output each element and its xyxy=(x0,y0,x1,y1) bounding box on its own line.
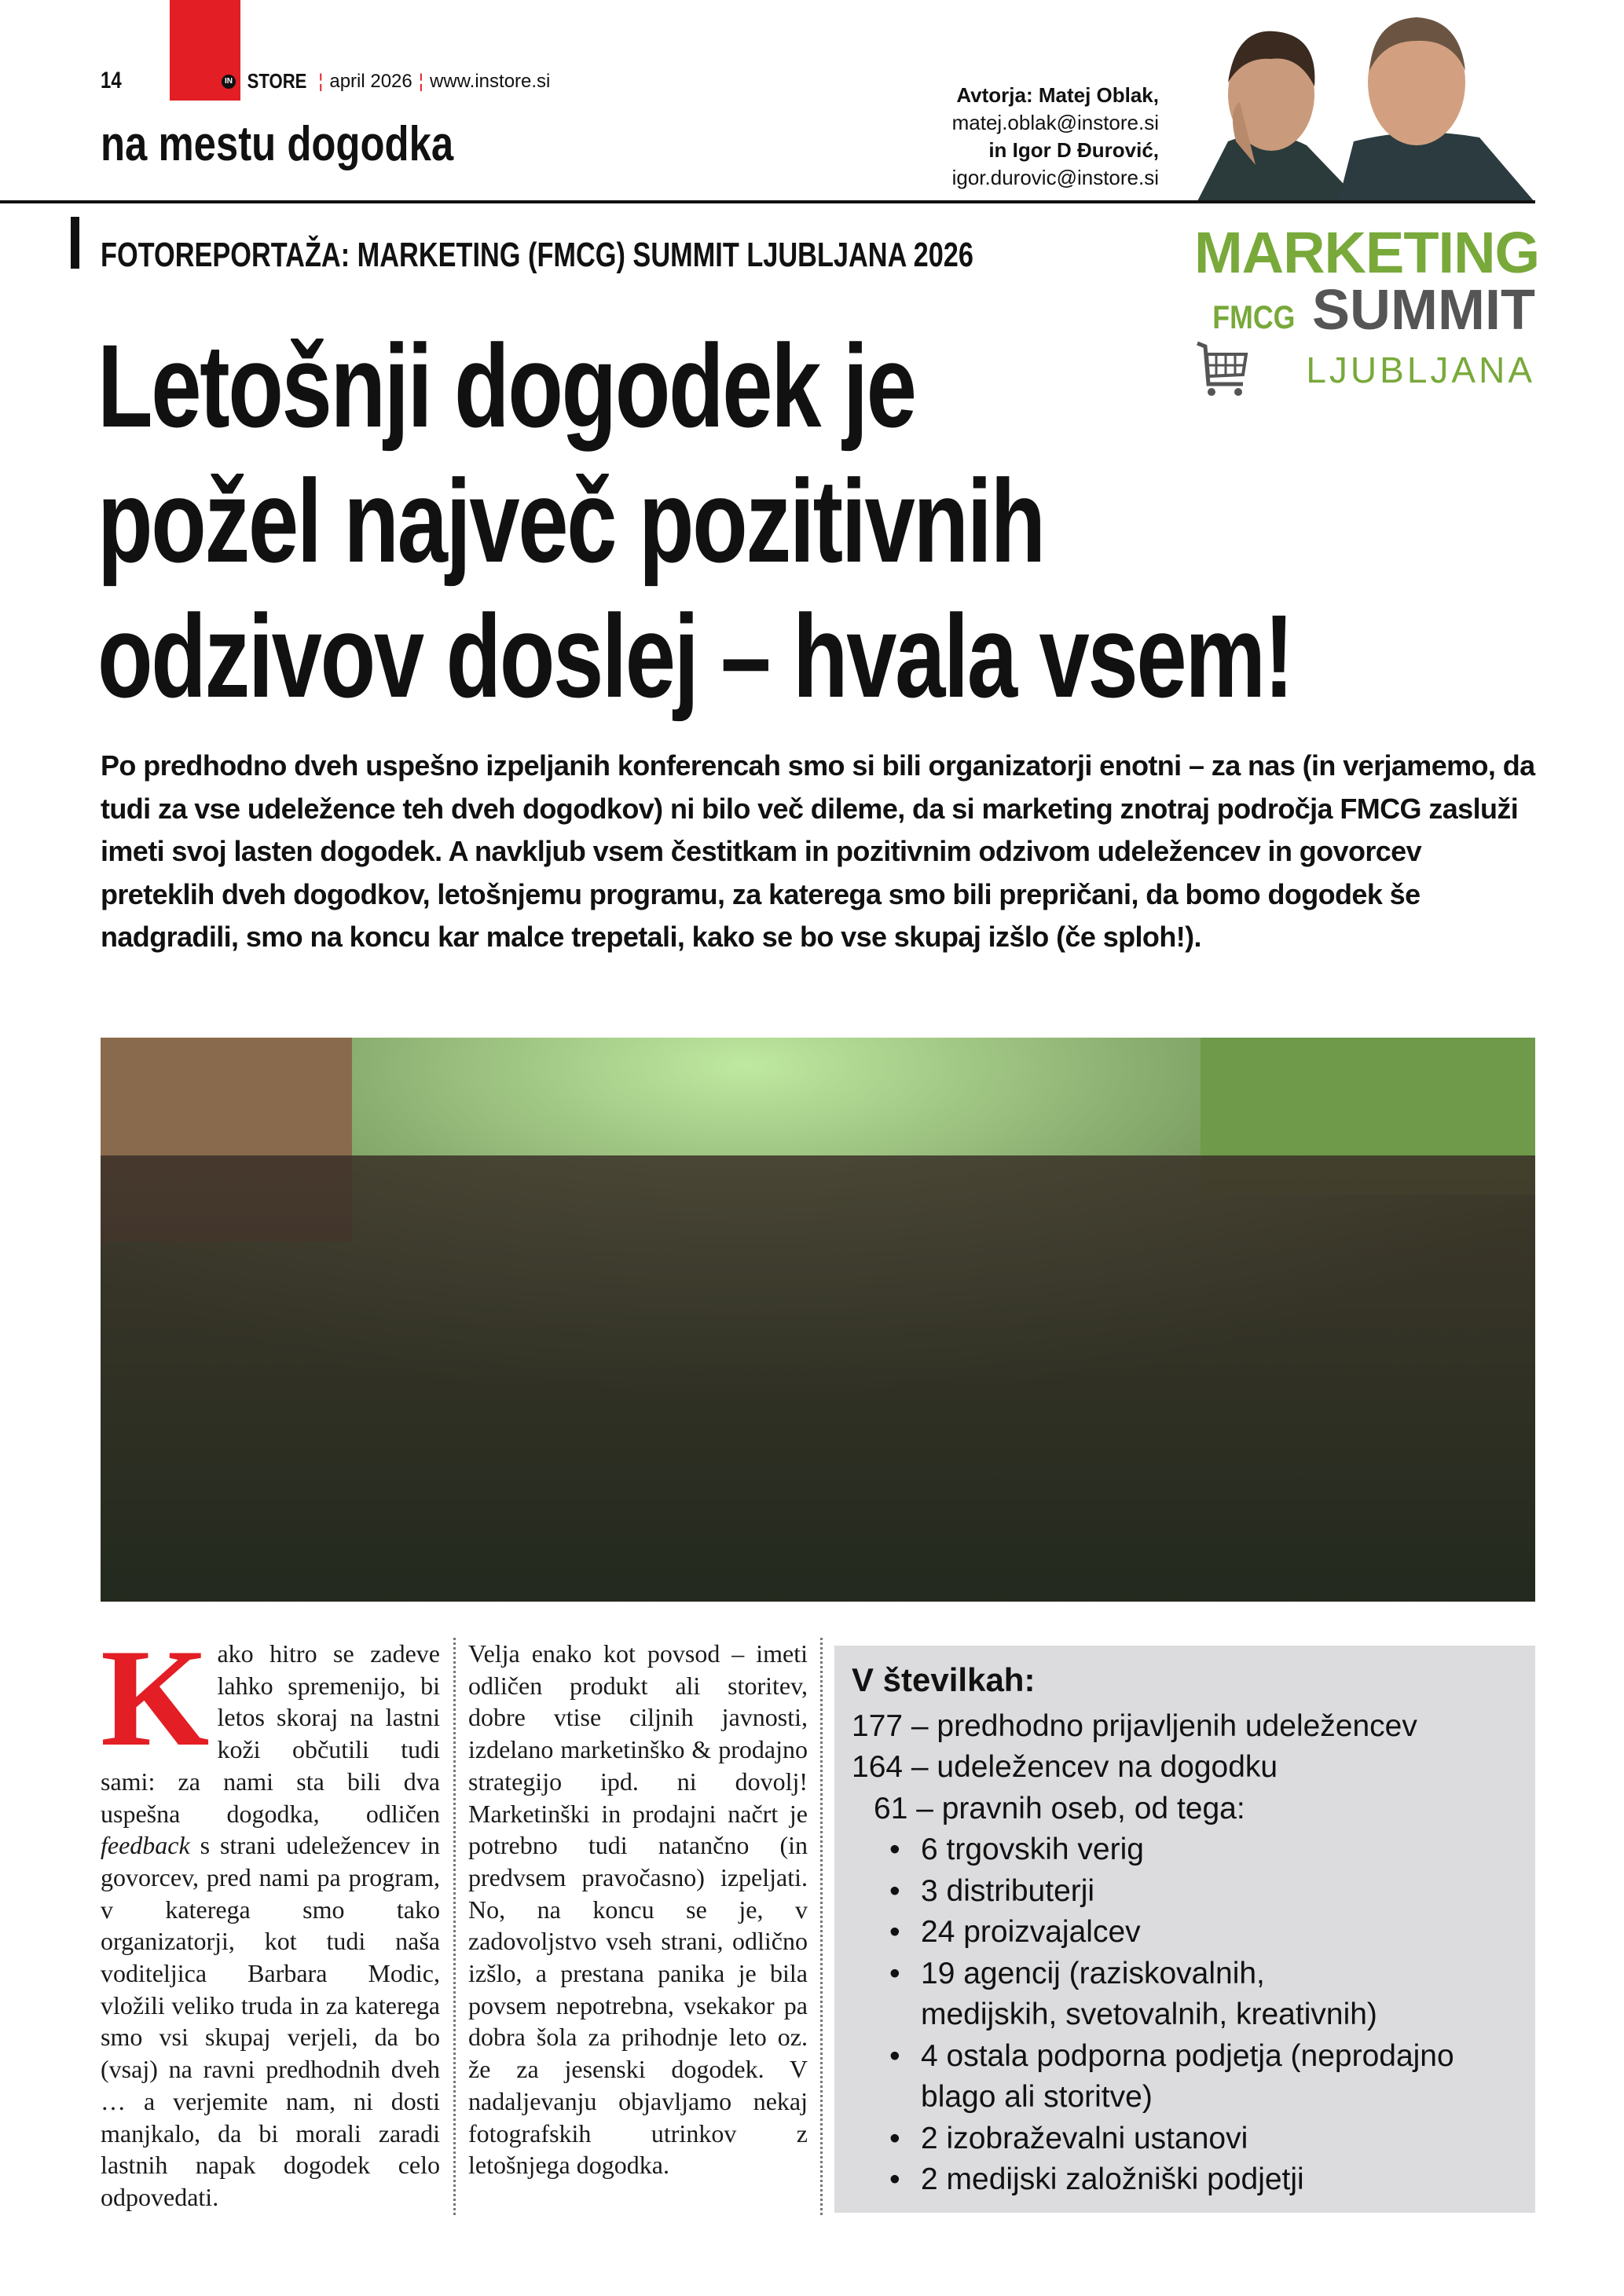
author-1: Avtorja: Matej Oblak, xyxy=(956,83,1159,107)
stats-item: • 2 izobraževalni ustanovi xyxy=(897,2118,1518,2160)
issue-date: april 2026 xyxy=(329,70,412,92)
body-text: s strani udeležencev in govorcev, pred nami pa program, v katerega smo tako organizatorji, kot tudi naša voditeljica Barbara Modic, vložili veliko truda in za katerega smo vsi skupaj verjeli, da bo (vsaj) na ravni predhodnih dveh … a verjemite nam, ni dosti manjkalo, da bi morali zaradi lastnih napak dogodek celo odpovedati. xyxy=(101,1831,440,2211)
drop-cap: K xyxy=(101,1620,210,1775)
logo-marketing: MARKETING xyxy=(1194,220,1540,285)
stats-box xyxy=(834,1646,1535,2213)
stats-item: • 19 agencij (raziskovalnih, medijskih, svetovalnih, kreativnih) xyxy=(897,1954,1400,2036)
logo-city: LJUBLJANA xyxy=(1306,350,1535,390)
website-link[interactable]: www.instore.si xyxy=(430,70,551,92)
author-1-email[interactable]: matej.oblak@instore.si xyxy=(951,111,1159,134)
masthead xyxy=(222,69,550,93)
separator: ¦ xyxy=(318,70,324,92)
separator: ¦ xyxy=(418,70,423,92)
headline-line: Letošnji dogodek je xyxy=(97,320,915,452)
stats-line: 177 – predhodno prijavljenih udeležencev xyxy=(852,1708,1417,1743)
event-audience-photo xyxy=(101,1038,1535,1602)
author-credits xyxy=(952,82,1159,192)
logo-summit: SUMMIT xyxy=(1312,279,1535,342)
author-2: in Igor D Đurović, xyxy=(988,138,1159,162)
author-photos xyxy=(1181,8,1535,203)
stats-item: • 2 medijski založniški podjetji xyxy=(897,2159,1518,2201)
stats-item: • 24 proizvajalcev xyxy=(897,1912,1518,1954)
headline xyxy=(97,318,1549,723)
headline-line: odzivov doslej – hvala vsem! xyxy=(97,590,1292,722)
column-divider xyxy=(453,1638,456,2215)
stats-title: V številkah: xyxy=(852,1661,1036,1698)
page-number: 14 xyxy=(101,68,122,93)
header-divider xyxy=(0,200,1535,203)
kicker-marker xyxy=(71,217,79,269)
section-title: na mestu dogodka xyxy=(101,117,454,171)
body-text-italic: feedback xyxy=(101,1831,190,1860)
author-portraits-image xyxy=(1181,8,1535,203)
column-divider xyxy=(820,1638,823,2215)
body-column-1 xyxy=(101,1620,440,2214)
stats-list xyxy=(852,1829,1518,2201)
stats-line: 61 – pravnih oseb, od tega: xyxy=(874,1791,1245,1825)
audience-photo-image xyxy=(101,1038,1535,1602)
body-column-2: Velja enako kot povsod – imeti odličen produkt ali storitev, dobre vtise ciljnih javnosti, izdelano marketinško & prodajno strategijo ipd. ni dovolj! Marketinški in prodajni načrt je potrebno tudi natančno (in predvsem pravočasno) izpeljati. No, na koncu se je, v zadovoljstvo vseh strani, odlično izšlo, a prestana panika je bila povsem nepotrebna, vsekakor pa dobra šola za prihodnje leto oz. že za jesenski dogodek. V nadaljevanju objavljamo nekaj fotografskih utrinkov z letošnjega dogodka. xyxy=(468,1639,808,2180)
headline-line: požel največ pozitivnih xyxy=(97,455,1044,587)
brand-in-logo: IN xyxy=(222,75,236,89)
stats-item: • 6 trgovskih verig xyxy=(897,1829,1518,1871)
stats-line: 164 – udeležencev na dogodku xyxy=(852,1750,1278,1784)
stats-item: • 4 ostala podporna podjetja (neprodajno blago ali storitve) xyxy=(897,2036,1463,2118)
logo-fmcg: FMCG xyxy=(1212,298,1296,335)
author-2-email[interactable]: igor.durovic@instore.si xyxy=(951,166,1159,189)
lead-paragraph: Po predhodno dveh uspešno izpeljanih konferencah smo si bili organizatorji enotni – za nas (in verjamemo, da tudi za vse udeležence teh dveh dogodkov) ni bilo več dileme, da si marketing znotraj področja FMCG zasluži imeti svoj lasten dogodek. A navkljub vsem čestitkam in pozitivnim odzivom udeležencev in govorcev preteklih dveh dogodkov, letošnjemu programu, za katerega smo bili prepričani, da bomo dogodek še nadgradili, smo na koncu kar malce trepetali, kako se bo vse skupaj izšlo (če sploh!). xyxy=(101,749,1535,953)
kicker: FOTOREPORTAŽA: MARKETING (FMCG) SUMMIT LJUBLJANA 2026 xyxy=(101,236,973,274)
stats-item: • 3 distributerji xyxy=(897,1871,1518,1913)
body-text: ako hitro se zadeve lahko spremenijo, bi letos skoraj na lastni koži občutili tudi sami: za nami sta bili dva uspešna dogodka, odličen xyxy=(101,1639,440,1828)
brand-store: STORE xyxy=(247,69,307,93)
